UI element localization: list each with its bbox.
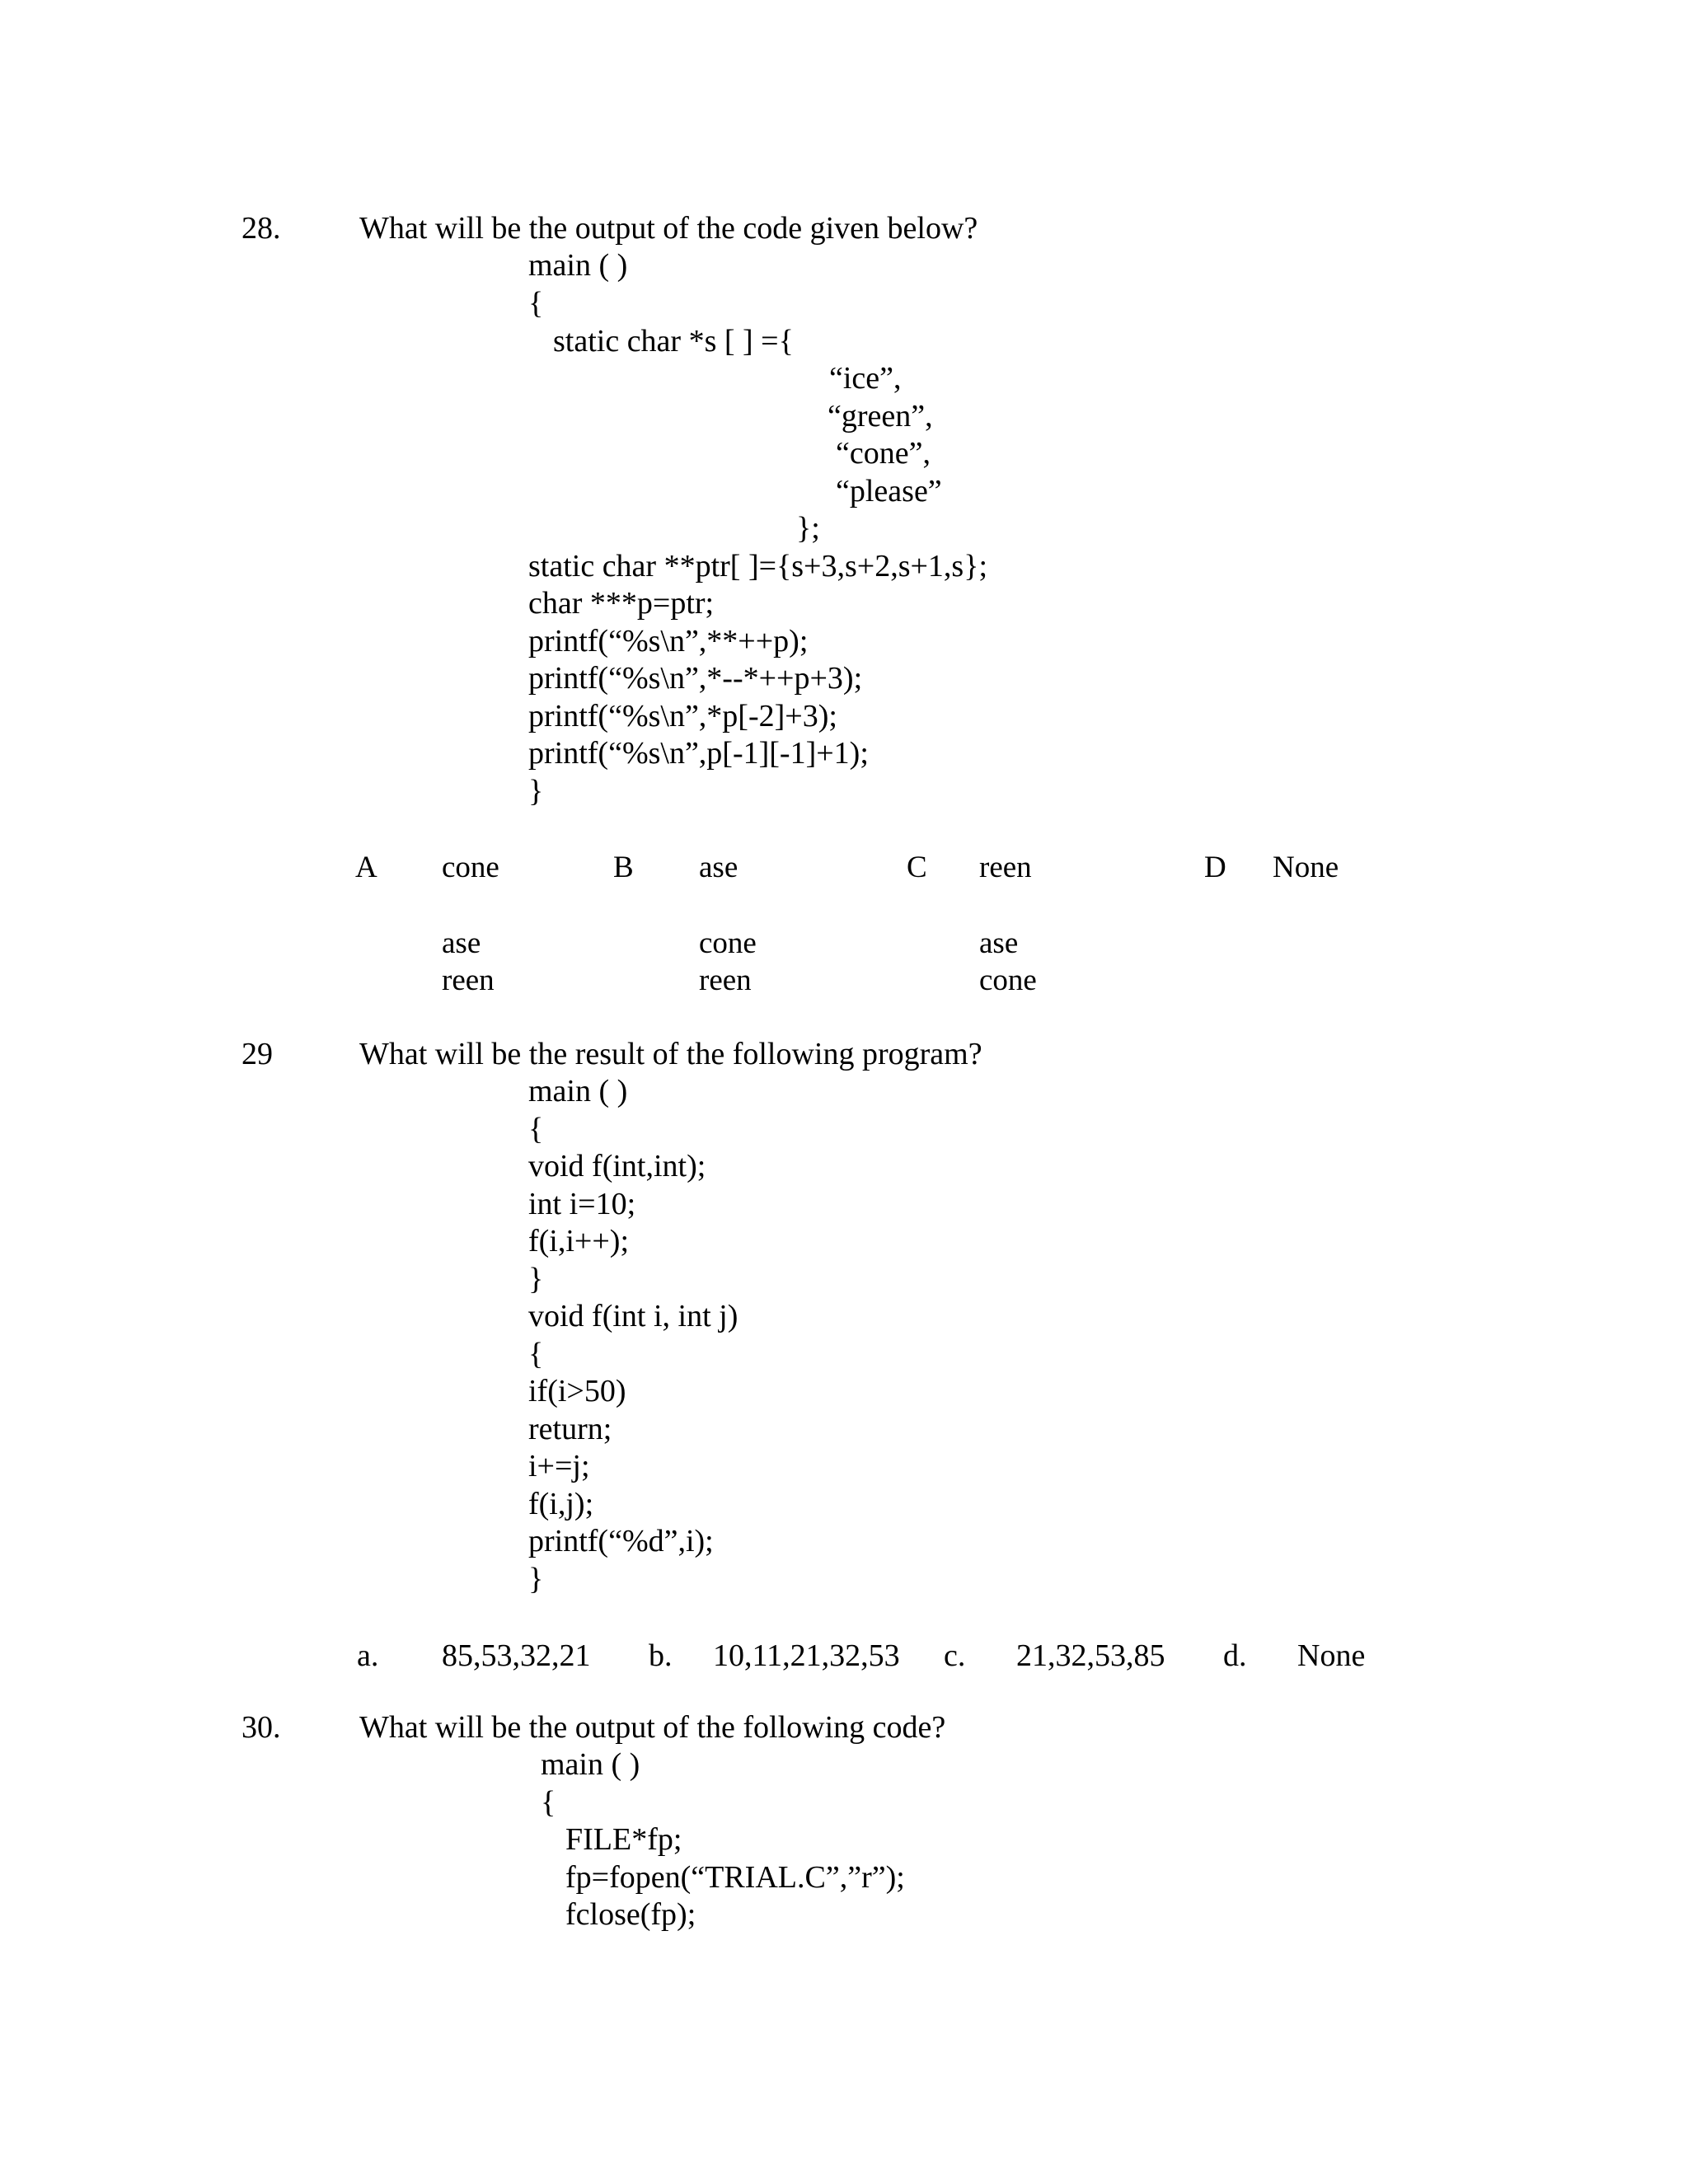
q28-code-line: “ice”, bbox=[829, 361, 902, 396]
q30-code-line: fp=fopen(“TRIAL.C”,”r”); bbox=[565, 1860, 905, 1895]
q28-code-line: main ( ) bbox=[528, 248, 628, 283]
q29-code-line: if(i>50) bbox=[528, 1374, 626, 1408]
q29-code-line: void f(int i, int j) bbox=[528, 1299, 738, 1333]
q28-code-line: “please” bbox=[836, 474, 942, 509]
q29-code-line: } bbox=[528, 1262, 544, 1296]
q28-code-line: static char **ptr[ ]={s+3,s+2,s+1,s}; bbox=[528, 549, 988, 583]
q29-code-line: return; bbox=[528, 1412, 612, 1446]
q30-code-line: { bbox=[541, 1785, 556, 1820]
q30-number: 30. bbox=[241, 1710, 281, 1745]
q29-option-b-text: 10,11,21,32,53 bbox=[713, 1638, 900, 1673]
q28-option-c-line: cone bbox=[979, 963, 1037, 997]
q28-option-a-line: cone bbox=[442, 851, 499, 884]
q29-option-d-text: None bbox=[1297, 1638, 1366, 1673]
q28-code-line: { bbox=[528, 286, 544, 321]
q28-code-line: printf(“%s\n”,**++p); bbox=[528, 624, 809, 658]
q28-code-line: “green”, bbox=[828, 399, 933, 434]
q29-code-line: int i=10; bbox=[528, 1187, 636, 1221]
q29-code-line: i+=j; bbox=[528, 1449, 590, 1483]
q28-code-line: printf(“%s\n”,*--*++p+3); bbox=[528, 661, 863, 696]
q28-code-line: char ***p=ptr; bbox=[528, 586, 715, 621]
q29-code-line: void f(int,int); bbox=[528, 1149, 706, 1183]
q30-code-line: main ( ) bbox=[541, 1747, 640, 1782]
q28-prompt: What will be the output of the code given below? bbox=[359, 211, 978, 246]
q28-code-line: printf(“%s\n”,p[-1][-1]+1); bbox=[528, 736, 869, 771]
q28-option-b-letter: B bbox=[613, 851, 634, 884]
q28-option-c-line: reen bbox=[979, 851, 1032, 884]
q29-option-a-text: 85,53,32,21 bbox=[442, 1638, 591, 1673]
q28-code-line: } bbox=[528, 774, 544, 808]
q29-code-line: } bbox=[528, 1562, 544, 1596]
q28-option-c-letter: C bbox=[907, 851, 927, 884]
q29-option-d-letter: d. bbox=[1223, 1638, 1247, 1673]
q29-prompt: What will be the result of the following program? bbox=[359, 1037, 982, 1071]
q28-option-b-line: ase bbox=[699, 851, 738, 884]
q29-code-line: f(i,j); bbox=[528, 1487, 594, 1521]
q30-code-line: fclose(fp); bbox=[565, 1897, 696, 1932]
q28-option-a-line: ase bbox=[442, 926, 481, 960]
q28-option-b-line: cone bbox=[699, 926, 757, 960]
q28-code-line: printf(“%s\n”,*p[-2]+3); bbox=[528, 699, 837, 733]
q29-code-line: f(i,i++); bbox=[528, 1224, 629, 1258]
q29-code-line: { bbox=[528, 1112, 544, 1146]
q28-option-a-letter: A bbox=[355, 851, 377, 884]
q29-code-line: { bbox=[528, 1337, 544, 1371]
q28-option-c-line: ase bbox=[979, 926, 1019, 960]
q29-code-line: main ( ) bbox=[528, 1074, 628, 1108]
q28-option-d-letter: D bbox=[1204, 851, 1226, 884]
q30-code-line: FILE*fp; bbox=[565, 1822, 682, 1857]
q30-prompt: What will be the output of the following code? bbox=[359, 1710, 946, 1745]
q29-option-c-text: 21,32,53,85 bbox=[1016, 1638, 1165, 1673]
q28-code-line: “cone”, bbox=[836, 436, 931, 471]
q29-code-line: printf(“%d”,i); bbox=[528, 1524, 714, 1558]
q29-option-a-letter: a. bbox=[357, 1638, 379, 1673]
q29-option-b-letter: b. bbox=[649, 1638, 673, 1673]
q28-number: 28. bbox=[241, 211, 281, 246]
q29-number: 29 bbox=[241, 1037, 273, 1071]
q28-code-line: }; bbox=[796, 511, 820, 546]
q28-option-a-line: reen bbox=[442, 963, 495, 997]
q28-option-b-line: reen bbox=[699, 963, 752, 997]
q28-code-line: static char *s [ ] ={ bbox=[553, 324, 794, 359]
q28-option-d-line: None bbox=[1273, 851, 1339, 884]
q29-option-c-letter: c. bbox=[944, 1638, 966, 1673]
